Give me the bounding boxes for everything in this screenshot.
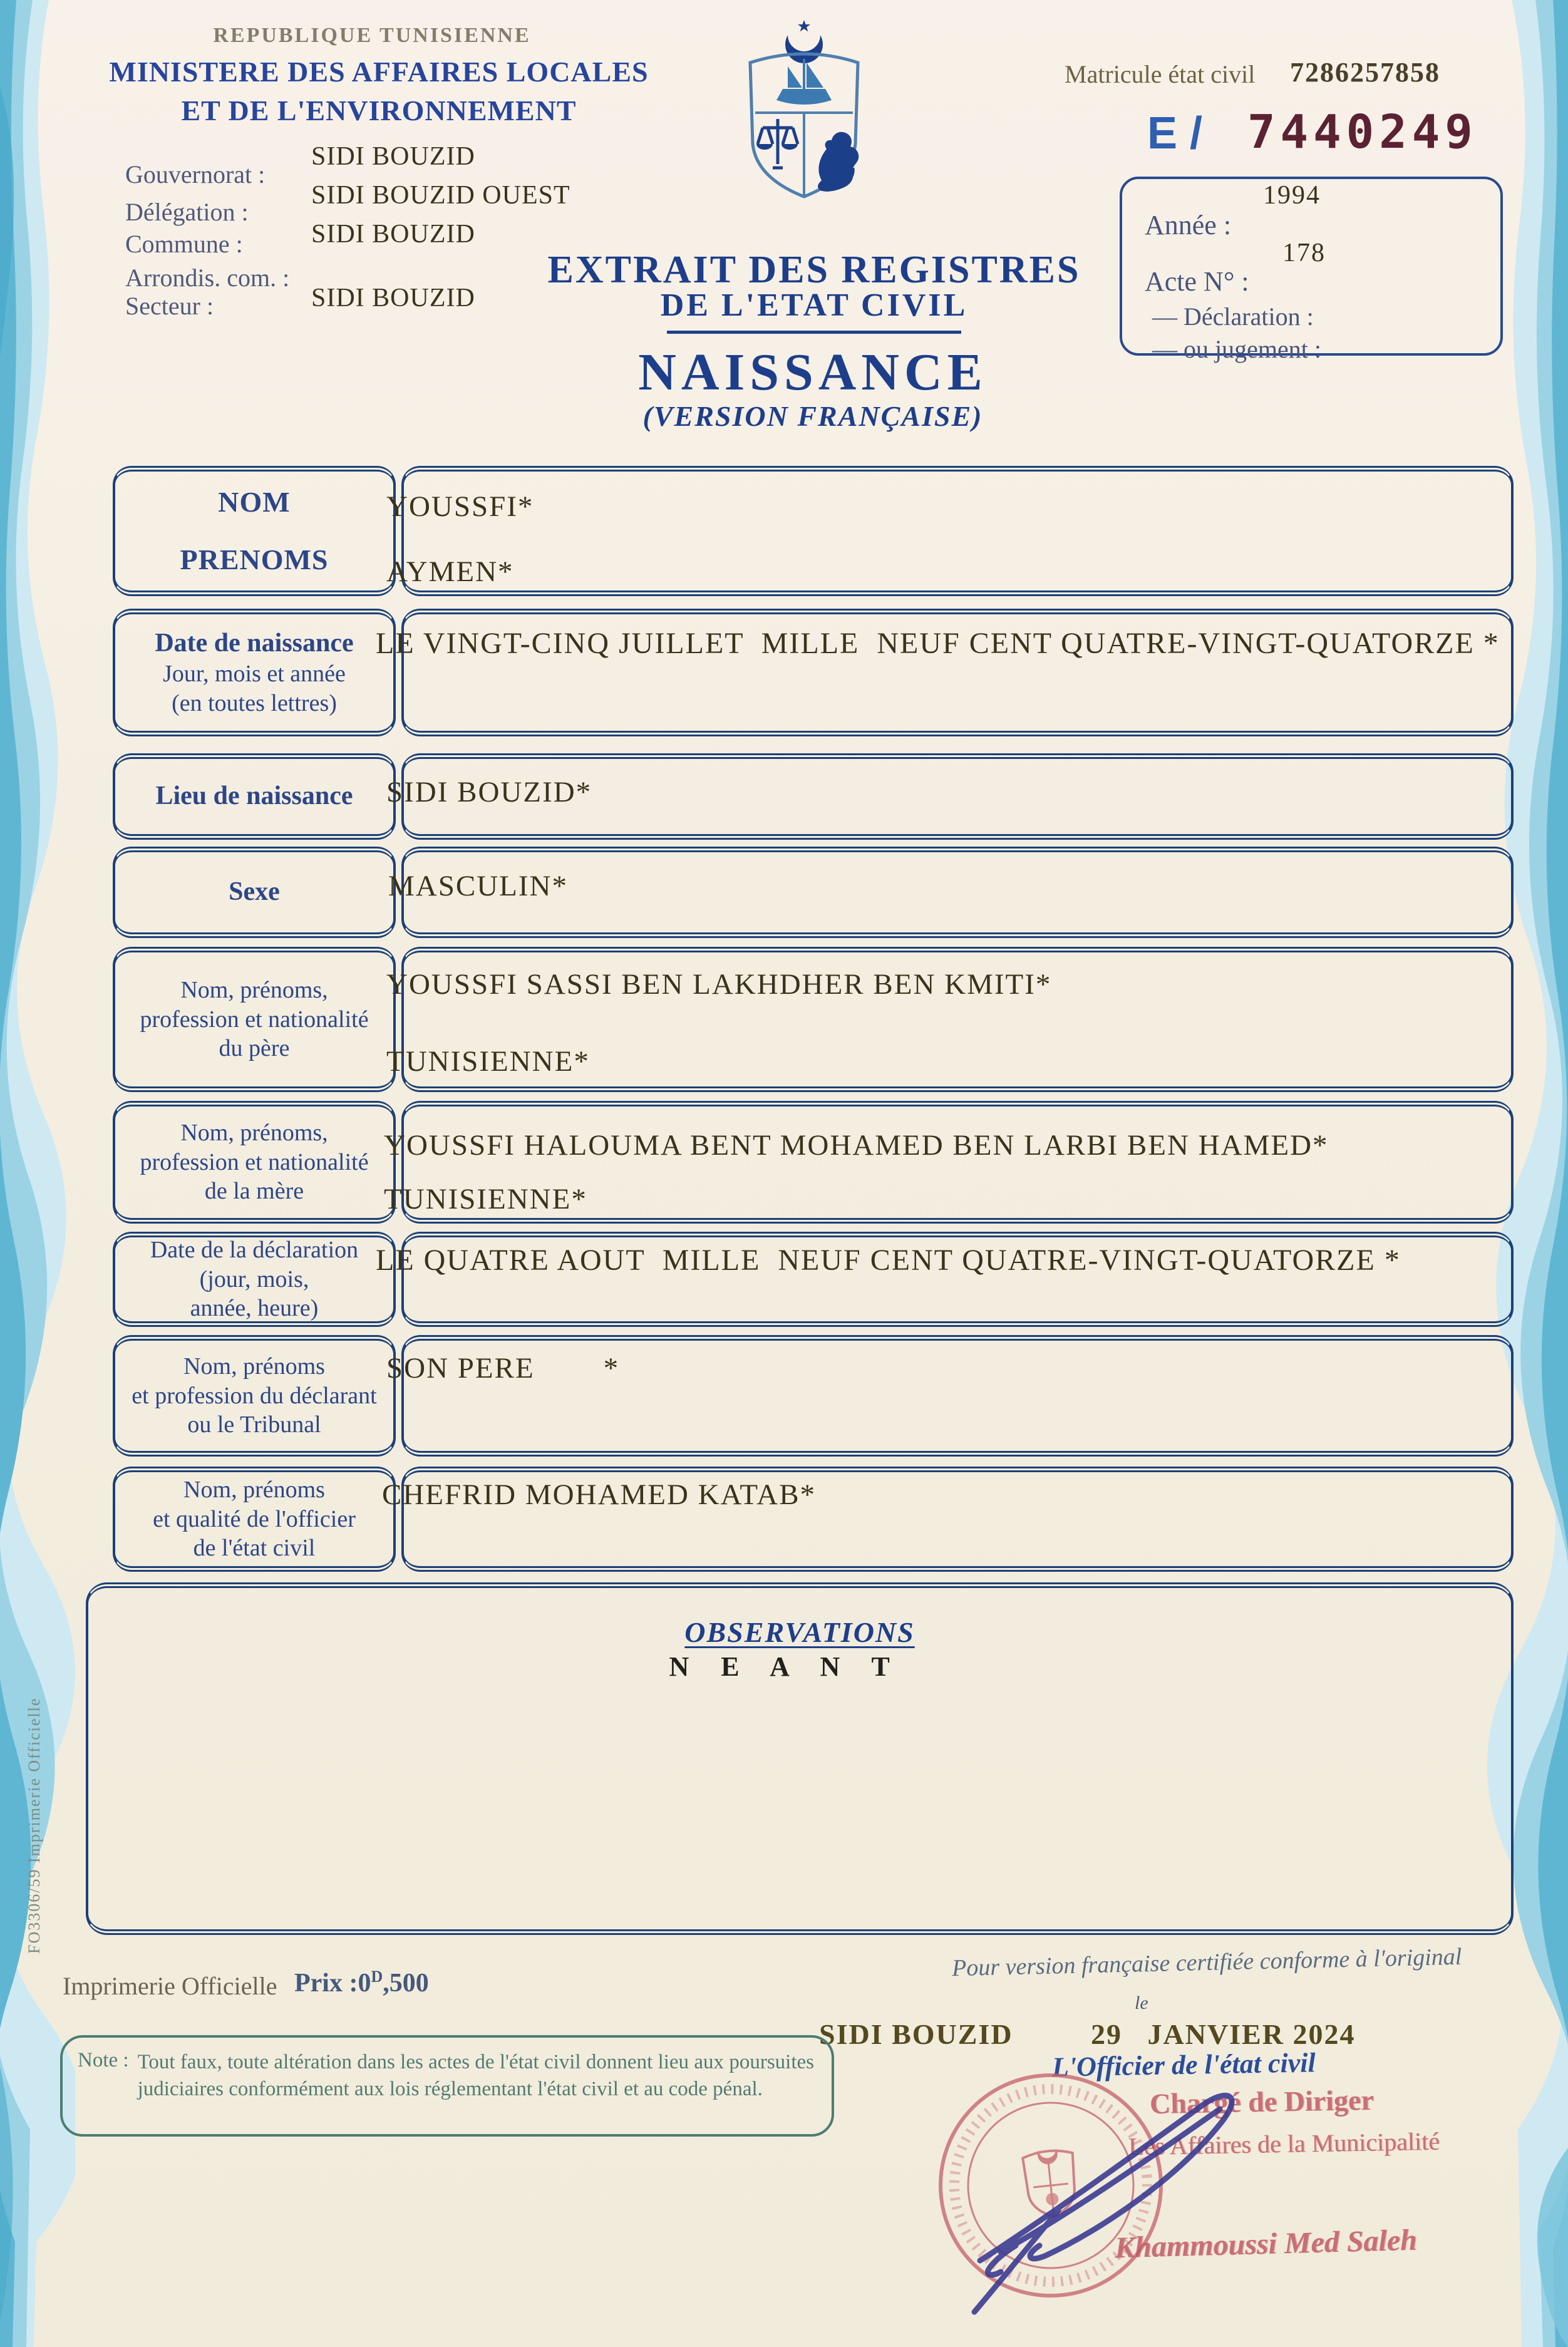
label-declaration-1: Date de la déclaration — [150, 1237, 359, 1264]
title-underline — [667, 331, 961, 334]
field-label-arrondissement: Arrondis. com. : — [125, 264, 290, 292]
matricule-value: 7286257858 — [1290, 57, 1440, 88]
value-prenom: AYMEN* — [386, 555, 514, 588]
label-toutes-lettres: (en toutes lettres) — [172, 689, 337, 716]
serial-number: 7440249 — [1247, 105, 1478, 159]
value-pere-nationalite: TUNISIENNE* — [386, 1045, 590, 1078]
field-value-delegation: SIDI BOUZID OUEST — [311, 181, 570, 210]
signature — [852, 2073, 1290, 2323]
price-post: ,500 — [383, 1969, 429, 1998]
note-label: Note : — [78, 2049, 129, 2071]
ministry-line1: MINISTERE DES AFFAIRES LOCALES — [109, 56, 649, 88]
observations-title: OBSERVATIONS — [684, 1616, 915, 1648]
label-sexe: Sexe — [229, 877, 280, 907]
value-officier: CHEFRID MOHAMED KATAB* — [382, 1478, 817, 1511]
label-box-lieu-naissance — [113, 753, 396, 840]
label-declarant-2: et profession du déclarant — [132, 1382, 377, 1409]
value-mere-nationalite: TUNISIENNE* — [384, 1183, 587, 1215]
label-box-nom-prenoms — [113, 466, 396, 596]
label-pere-3: du père — [219, 1035, 290, 1062]
price-label — [294, 1968, 429, 1998]
certification-line: Pour version française certifiée conforme à l'original — [951, 1943, 1462, 1982]
annee-label: Année : — [1145, 210, 1232, 240]
serial-prefix: E / — [1147, 108, 1203, 158]
label-date-naissance: Date de naissance — [155, 629, 354, 658]
row-lieu-naissance — [0, 753, 1568, 840]
ministry-line2: ET DE L'ENVIRONNEMENT — [181, 95, 577, 126]
stamp-officer-name: Khammoussi Med Saleh — [1114, 2223, 1418, 2265]
row-date-naissance — [0, 609, 1568, 736]
acte-label: Acte N° : — [1145, 266, 1249, 297]
value-lieu-naissance: SIDI BOUZID* — [386, 776, 592, 808]
note-text: Tout faux, toute altération dans les actes de l'état civil donnent lieu aux poursuites judiciaires conformément aux lois réglementant l'état civil et au code pénal. — [137, 2051, 814, 2100]
document-title-version: (VERSION FRANÇAISE) — [642, 400, 983, 432]
field-value-secteur: SIDI BOUZID — [311, 284, 475, 312]
value-sexe: MASCULIN* — [388, 870, 568, 902]
field-label-commune: Commune : — [125, 230, 243, 258]
stamp-role-line1: Chargé de Diriger — [1149, 2083, 1375, 2120]
label-pere-1: Nom, prénoms, — [180, 977, 328, 1004]
row-declarant — [0, 1335, 1568, 1457]
annee-value: 1994 — [1263, 181, 1321, 210]
label-mere-1: Nom, prénoms, — [180, 1120, 328, 1147]
observations-box — [86, 1582, 1514, 1935]
issue-place: SIDI BOUZID — [819, 2018, 1013, 2050]
field-value-commune: SIDI BOUZID — [311, 220, 475, 249]
value-nom: YOUSSFI* — [386, 490, 534, 523]
tunisia-coat-of-arms-icon — [731, 13, 877, 208]
acte-value: 178 — [1282, 239, 1326, 267]
label-declarant-1: Nom, prénoms — [183, 1353, 325, 1380]
row-mere — [0, 1101, 1568, 1224]
price-sup: D — [371, 1968, 383, 1986]
declaration-label: — Déclaration : — [1152, 302, 1314, 331]
label-officier-3: de l'état civil — [193, 1535, 316, 1562]
field-value-gouvernorat: SIDI BOUZID — [311, 142, 475, 171]
observations-value: N E A N T — [669, 1651, 902, 1682]
le-label: le — [1135, 1993, 1148, 2013]
jugement-label: — ou jugement : — [1152, 335, 1321, 363]
value-box-nom-prenoms — [401, 466, 1514, 596]
label-box-sexe — [113, 847, 396, 938]
republic-title: REPUBLIQUE TUNISIENNE — [213, 24, 531, 47]
value-declarant: SON PERE * — [386, 1352, 620, 1385]
label-lieu-naissance: Lieu de naissance — [155, 781, 353, 811]
stamp-role-line2: Les Affaires de la Municipalité — [1128, 2127, 1440, 2161]
document-title-naissance: NAISSANCE — [638, 343, 988, 401]
value-date-declaration: LE QUATRE AOUT MILLE NEUF CENT QUATRE-VINGT-QUATORZE * — [376, 1244, 1401, 1277]
label-prenoms: PRENOMS — [180, 544, 329, 575]
row-pere — [0, 947, 1568, 1092]
value-pere-nom: YOUSSFI SASSI BEN LAKHDHER BEN KMITI* — [386, 968, 1052, 1001]
document-title-line2: DE L'ETAT CIVIL — [660, 287, 968, 323]
label-box-date-declaration — [113, 1232, 396, 1327]
value-mere-nom: YOUSSFI HALOUMA BENT MOHAMED BEN LARBI BEN HAMED* — [384, 1129, 1329, 1162]
document-title-line1: EXTRAIT DES REGISTRES — [547, 249, 1081, 291]
field-label-gouvernorat: Gouvernorat : — [125, 160, 266, 188]
label-declaration-2: (jour, mois, — [199, 1266, 309, 1292]
issue-date: 29 JANVIER 2024 — [1091, 2018, 1356, 2050]
label-mere-2: profession et nationalité — [140, 1148, 369, 1175]
price-pre: Prix :0 — [294, 1969, 371, 1998]
value-date-naissance: LE VINGT-CINQ JUILLET MILLE NEUF CENT QUATRE-VINGT-QUATORZE * — [376, 627, 1500, 660]
row-sexe — [0, 847, 1568, 938]
label-box-date-naissance — [113, 609, 396, 736]
row-officier — [0, 1467, 1568, 1572]
label-declaration-3: année, heure) — [190, 1295, 319, 1322]
row-nom-prenoms — [0, 466, 1568, 596]
row-date-declaration — [0, 1232, 1568, 1327]
label-officier-1: Nom, prénoms — [183, 1477, 325, 1504]
label-jour-mois-annee: Jour, mois et année — [163, 661, 346, 688]
label-declarant-3: ou le Tribunal — [187, 1411, 321, 1438]
label-box-officier — [113, 1467, 396, 1572]
officer-title: L'Officier de l'état civil — [1051, 2047, 1316, 2083]
field-label-secteur: Secteur : — [125, 292, 214, 320]
matricule-label: Matricule état civil — [1065, 60, 1256, 88]
value-box-sexe — [401, 847, 1514, 938]
label-officier-2: et qualité de l'officier — [153, 1505, 356, 1532]
imprimerie-label: Imprimerie Officielle — [63, 1972, 277, 2000]
label-box-pere — [113, 947, 396, 1092]
legal-note-box — [60, 2035, 834, 2137]
label-pere-2: profession et nationalité — [140, 1006, 369, 1033]
field-label-delegation: Délégation : — [125, 198, 249, 226]
act-number-box — [1120, 177, 1503, 363]
label-box-declarant — [113, 1335, 396, 1457]
label-mere-3: de la mère — [204, 1178, 304, 1205]
printer-reference-vertical: FO3306/59 Imprimerie Officielle — [25, 1697, 43, 1954]
label-nom: NOM — [218, 485, 291, 518]
label-box-mere — [113, 1101, 396, 1224]
